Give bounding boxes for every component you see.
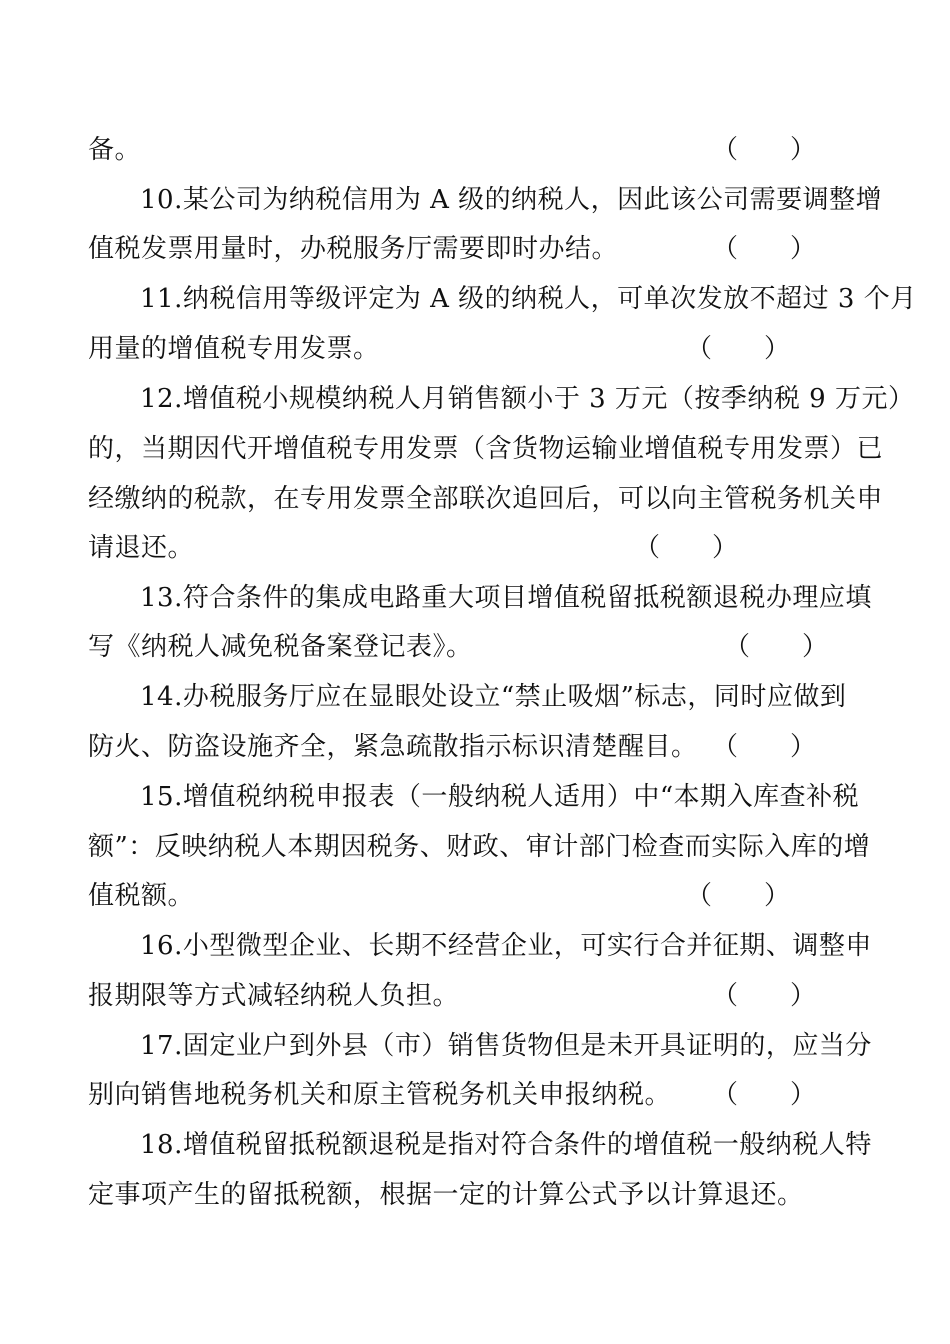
answer-bracket: （ ） xyxy=(712,1080,817,1110)
answer-bracket: （ ） xyxy=(712,732,817,762)
question-17-line-2: 别向销售地税务机关和原主管税务机关申报纳税。 xyxy=(88,1080,672,1110)
question-18-line-2: 定事项产生的留抵税额，根据一定的计算公式予以计算退还。 xyxy=(88,1180,804,1210)
question-15-line-3: 值税额。 xyxy=(88,881,195,911)
question-18-line-1: 18.增值税留抵税额退税是指对符合条件的增值税一般纳税人特 xyxy=(140,1130,872,1160)
question-17-line-1: 17.固定业户到外县（市）销售货物但是未开具证明的，应当分 xyxy=(140,1031,872,1061)
question-12-line-1: 12.增值税小规模纳税人月销售额小于 3 万元（按季纳税 9 万元） xyxy=(140,384,915,414)
question-13-line-2: 写《纳税人减免税备案登记表》。 xyxy=(88,632,473,662)
answer-bracket: （ ） xyxy=(712,234,817,264)
question-15-line-2: 额”：反映纳税人本期因税务、财政、审计部门检查而实际入库的增 xyxy=(88,832,871,862)
question-11-line-1: 11.纳税信用等级评定为 A 级的纳税人，可单次发放不超过 3 个月 xyxy=(140,284,917,314)
question-12-line-2: 的，当期因代开增值税专用发票（含货物运输业增值税专用发票）已 xyxy=(88,434,884,464)
answer-bracket: （ ） xyxy=(634,533,739,563)
answer-bracket: （ ） xyxy=(712,135,817,165)
answer-bracket: （ ） xyxy=(724,632,829,662)
text-line: 备。 xyxy=(88,135,142,165)
answer-bracket: （ ） xyxy=(712,981,817,1011)
question-14-line-2: 防火、防盗设施齐全，紧急疏散指示标识清楚醒目。 xyxy=(88,732,698,762)
question-12-line-3: 经缴纳的税款，在专用发票全部联次追回后，可以向主管税务机关申 xyxy=(88,484,884,514)
question-15-line-1: 15.增值税纳税申报表（一般纳税人适用）中“本期入库查补税 xyxy=(140,782,860,812)
question-13-line-1: 13.符合条件的集成电路重大项目增值税留抵税额退税办理应填 xyxy=(140,583,872,613)
question-14-line-1: 14.办税服务厅应在显眼处设立“禁止吸烟”标志，同时应做到 xyxy=(140,682,847,712)
question-10-line-2: 值税发票用量时，办税服务厅需要即时办结。 xyxy=(88,234,619,264)
question-16-line-2: 报期限等方式减轻纳税人负担。 xyxy=(88,981,460,1011)
question-16-line-1: 16.小型微型企业、长期不经营企业，可实行合并征期、调整申 xyxy=(140,931,872,961)
answer-bracket: （ ） xyxy=(686,881,791,911)
question-11-line-2: 用量的增值税专用发票。 xyxy=(88,334,380,364)
question-10-line-1: 10.某公司为纳税信用为 A 级的纳税人，因此该公司需要调整增 xyxy=(140,185,883,215)
answer-bracket: （ ） xyxy=(686,334,791,364)
question-12-line-4: 请退还。 xyxy=(88,533,195,563)
